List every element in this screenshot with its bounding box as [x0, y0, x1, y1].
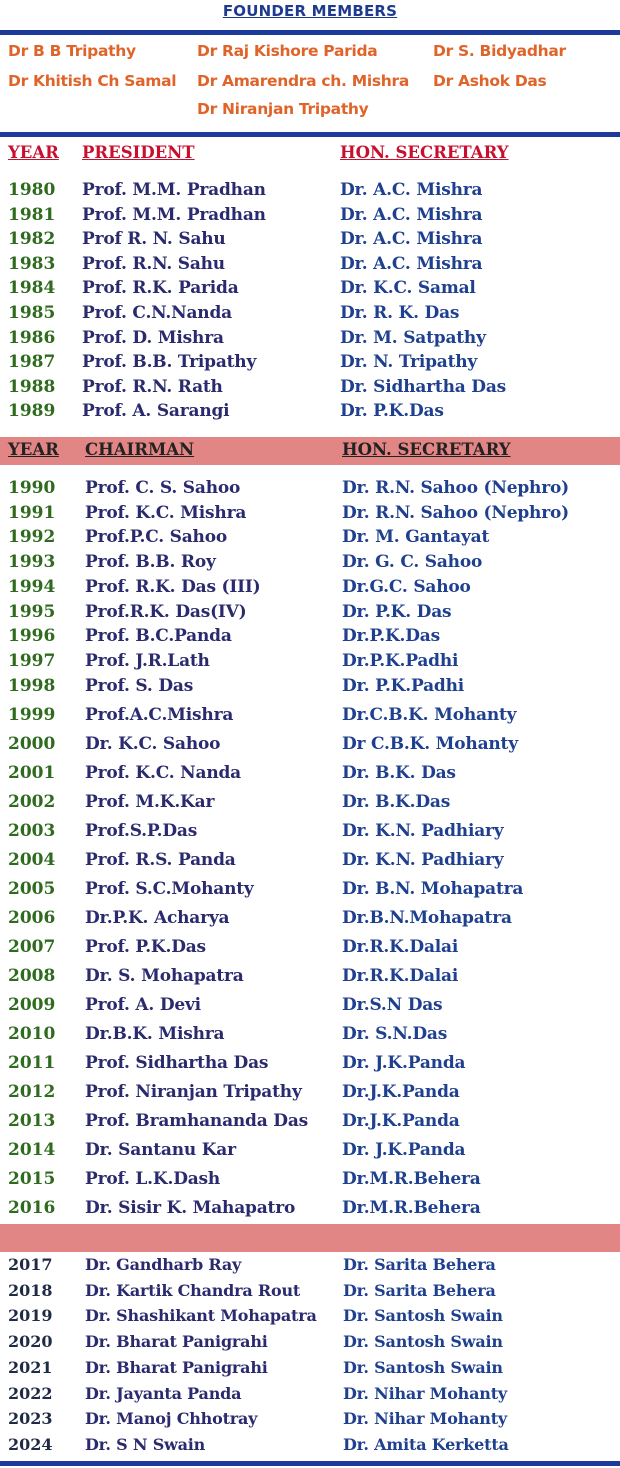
header-president: PRESIDENT — [82, 143, 195, 162]
year-cell: 1985 — [8, 303, 56, 323]
table-row — [0, 1306, 620, 1332]
name-cell: Prof. A. Sarangi — [82, 401, 230, 422]
header-chairman: CHAIRMAN — [85, 440, 195, 459]
secretary-cell: Dr. Sidhartha Das — [340, 376, 507, 397]
secretary-cell: Dr. G. C. Sahoo — [342, 552, 483, 573]
year-cell: 2008 — [8, 965, 56, 986]
secretary-cell: Dr. B.N. Mohapatra — [342, 878, 524, 899]
year-cell: 2014 — [8, 1139, 56, 1160]
year-cell: 2003 — [8, 820, 56, 841]
table-row — [0, 1169, 620, 1198]
year-cell: 2010 — [8, 1023, 56, 1044]
secretary-cell: Dr.M.R.Behera — [342, 1197, 481, 1218]
table-row — [0, 377, 620, 402]
table-row — [0, 1024, 620, 1053]
table-row — [0, 352, 620, 377]
year-cell: 1983 — [8, 253, 56, 274]
table-row — [0, 850, 620, 879]
secretary-cell: Dr. Sarita Behera — [343, 1255, 496, 1274]
secretary-cell: Dr. B.K.Das — [342, 791, 451, 812]
table-row — [0, 937, 620, 966]
top-divider — [0, 30, 620, 35]
secretary-cell: Dr. K.C. Samal — [340, 278, 476, 299]
name-cell: Dr. K.C. Sahoo — [85, 733, 221, 754]
name-cell: Prof. R.N. Sahu — [82, 253, 225, 274]
year-cell: 2004 — [8, 849, 56, 870]
name-cell: Prof. L.K.Dash — [85, 1168, 221, 1189]
table-row — [0, 254, 620, 279]
year-cell: 2012 — [8, 1081, 56, 1102]
year-cell: 1994 — [8, 576, 56, 597]
secretary-cell: Dr. Nihar Mohanty — [343, 1409, 507, 1429]
name-cell: Prof R. N. Sahu — [82, 229, 226, 250]
year-cell: 2011 — [8, 1052, 56, 1073]
founders-divider — [0, 132, 620, 137]
header-secretary: HON. SECRETARY — [342, 440, 511, 459]
year-cell: 2001 — [8, 762, 56, 783]
name-cell: Prof. R.K. Das (III) — [85, 576, 261, 597]
secretary-cell: Dr. J.K.Panda — [342, 1052, 466, 1073]
founder-name: Dr Amarendra ch. Mishra — [197, 72, 410, 90]
founder-name: Dr Niranjan Tripathy — [197, 100, 369, 118]
name-cell: Prof. B.B. Tripathy — [82, 352, 257, 373]
name-cell: Dr. Bharat Panigrahi — [85, 1332, 268, 1352]
secretary-cell: Dr.M.R.Behera — [342, 1168, 481, 1189]
name-cell: Prof. C.N.Nanda — [82, 303, 232, 323]
table-row — [0, 527, 620, 552]
year-cell: 2018 — [8, 1280, 53, 1300]
table-row — [0, 676, 620, 705]
secretary-cell: Dr. A.C. Mishra — [340, 229, 483, 250]
name-cell: Dr. Santanu Kar — [85, 1139, 236, 1160]
name-cell: Prof. R.N. Rath — [82, 376, 223, 397]
secretary-cell: Dr.J.K.Panda — [342, 1081, 460, 1102]
year-cell: 1982 — [8, 229, 56, 250]
name-cell: Prof. D. Mishra — [82, 327, 224, 348]
header-secretary: HON. SECRETARY — [340, 143, 509, 162]
founder-name: Dr B B Tripathy — [8, 42, 136, 60]
secretary-cell: Dr. P.K.Das — [340, 401, 444, 422]
name-cell: Prof.S.P.Das — [85, 820, 198, 841]
secretary-cell: Dr C.B.K. Mohanty — [342, 733, 518, 754]
secretary-cell: Dr. K.N. Padhiary — [342, 820, 504, 841]
name-cell: Prof.A.C.Mishra — [85, 704, 234, 725]
year-cell: 2024 — [8, 1434, 53, 1454]
secretary-cell: Dr. Sarita Behera — [343, 1280, 496, 1300]
year-cell: 2021 — [8, 1357, 53, 1377]
name-cell: Dr. Sisir K. Mahapatro — [85, 1197, 296, 1218]
secretary-cell: Dr. R.N. Sahoo (Nephro) — [342, 502, 569, 523]
year-cell: 1999 — [8, 704, 56, 725]
founder-name: Dr S. Bidyadhar — [433, 42, 566, 60]
table-row — [0, 1332, 620, 1358]
table-row — [0, 1281, 620, 1307]
year-cell: 1986 — [8, 327, 56, 348]
table-row — [0, 908, 620, 937]
table-row — [0, 552, 620, 577]
table-row — [0, 1082, 620, 1111]
table-row — [0, 1435, 620, 1461]
year-cell: 2000 — [8, 733, 56, 754]
name-cell: Prof. S. Das — [85, 675, 194, 696]
name-cell: Prof. B.C.Panda — [85, 626, 232, 647]
founder-members-title: FOUNDER MEMBERS — [222, 2, 398, 20]
table-row — [0, 1198, 620, 1227]
table-row — [0, 879, 620, 908]
secretary-cell: Dr. M. Gantayat — [342, 527, 490, 548]
year-cell: 1987 — [8, 352, 56, 373]
year-cell: 2016 — [8, 1197, 56, 1218]
table-row — [0, 577, 620, 602]
year-cell: 2002 — [8, 791, 56, 812]
secretary-cell: Dr. J.K.Panda — [342, 1139, 466, 1160]
table-row — [0, 626, 620, 651]
secretary-cell: Dr.G.C. Sahoo — [342, 576, 471, 597]
secretary-cell: Dr.B.N.Mohapatra — [342, 907, 512, 928]
year-cell: 2005 — [8, 878, 56, 899]
secretary-cell: Dr. P.K.Padhi — [342, 675, 465, 696]
year-cell: 1995 — [8, 601, 56, 622]
table-row — [0, 1053, 620, 1082]
table-row — [0, 503, 620, 528]
name-cell: Prof. B.B. Roy — [85, 552, 216, 573]
secretary-cell: Dr. Santosh Swain — [343, 1306, 503, 1326]
year-cell: 1998 — [8, 675, 56, 696]
year-cell: 1990 — [8, 478, 56, 498]
table-row — [0, 734, 620, 763]
table-row — [0, 763, 620, 792]
table-row — [0, 278, 620, 303]
name-cell: Prof. J.R.Lath — [85, 650, 210, 671]
secretary-cell: Dr. K.N. Padhiary — [342, 849, 504, 870]
year-cell: 2013 — [8, 1110, 56, 1131]
name-cell: Prof. R.K. Parida — [82, 278, 239, 299]
secretary-cell: Dr. Amita Kerketta — [343, 1434, 509, 1454]
founder-name: Dr Khitish Ch Samal — [8, 72, 177, 90]
secretary-cell: Dr.S.N Das — [342, 994, 443, 1015]
year-cell: 1989 — [8, 401, 56, 422]
secretary-cell: Dr.P.K.Das — [342, 626, 440, 647]
table-row — [0, 478, 620, 503]
secretary-cell: Dr.R.K.Dalai — [342, 965, 459, 986]
table-row — [0, 229, 620, 254]
year-cell: 2017 — [8, 1255, 53, 1274]
name-cell: Dr. Jayanta Panda — [85, 1383, 242, 1403]
year-cell: 1984 — [8, 278, 56, 299]
name-cell: Dr. Kartik Chandra Rout — [85, 1280, 301, 1300]
table-row — [0, 205, 620, 230]
year-cell: 2023 — [8, 1409, 53, 1429]
secretary-cell: Dr. R. K. Das — [340, 303, 460, 323]
bottom-divider — [0, 1461, 620, 1466]
year-cell: 1992 — [8, 527, 56, 548]
secretary-cell: Dr.C.B.K. Mohanty — [342, 704, 517, 725]
name-cell: Prof. R.S. Panda — [85, 849, 236, 870]
year-cell: 1997 — [8, 650, 56, 671]
table-row — [0, 1384, 620, 1410]
name-cell: Dr. Shashikant Mohapatra — [85, 1306, 317, 1326]
secretary-cell: Dr. A.C. Mishra — [340, 180, 483, 200]
name-cell: Dr. Gandharb Ray — [85, 1255, 242, 1274]
table-row — [0, 303, 620, 328]
table-row — [0, 1111, 620, 1140]
table-row — [0, 651, 620, 676]
year-cell: 1996 — [8, 626, 56, 647]
year-cell: 2022 — [8, 1383, 53, 1403]
name-cell: Prof. P.K.Das — [85, 936, 206, 957]
secretary-cell: Dr. M. Satpathy — [340, 327, 486, 348]
year-cell: 1981 — [8, 204, 56, 225]
year-cell: 1980 — [8, 180, 56, 200]
year-cell: 2007 — [8, 936, 56, 957]
table-row — [0, 1255, 620, 1281]
name-cell: Prof. A. Devi — [85, 994, 201, 1015]
name-cell: Prof. K.C. Nanda — [85, 762, 242, 783]
name-cell: Prof. Bramhananda Das — [85, 1110, 309, 1131]
table-row — [0, 602, 620, 627]
table-row — [0, 401, 620, 426]
secretary-cell: Dr.J.K.Panda — [342, 1110, 460, 1131]
name-cell: Dr. Manoj Chhotray — [85, 1409, 258, 1429]
name-cell: Prof. C. S. Sahoo — [85, 478, 241, 498]
name-cell: Prof.P.C. Sahoo — [85, 527, 227, 548]
year-cell: 2020 — [8, 1332, 53, 1352]
table-row — [0, 1409, 620, 1435]
secretary-cell: Dr.P.K.Padhi — [342, 650, 459, 671]
secretary-cell: Dr. Santosh Swain — [343, 1357, 503, 1377]
name-cell: Prof. M.M. Pradhan — [82, 204, 266, 225]
year-cell: 2019 — [8, 1306, 53, 1326]
table-row — [0, 328, 620, 353]
header-year: YEAR — [8, 440, 59, 459]
secretary-cell: Dr. A.C. Mishra — [340, 253, 483, 274]
name-cell: Dr.B.K. Mishra — [85, 1023, 225, 1044]
header-year: YEAR — [8, 143, 59, 162]
table-row — [0, 1358, 620, 1384]
secretary-cell: Dr. Nihar Mohanty — [343, 1383, 507, 1403]
year-cell: 2009 — [8, 994, 56, 1015]
name-cell: Prof. S.C.Mohanty — [85, 878, 254, 899]
name-cell: Dr.P.K. Acharya — [85, 907, 230, 928]
name-cell: Prof. Sidhartha Das — [85, 1052, 269, 1073]
name-cell: Dr. S N Swain — [85, 1434, 206, 1454]
name-cell: Prof. K.C. Mishra — [85, 502, 247, 523]
name-cell: Prof. M.K.Kar — [85, 791, 215, 812]
table-row — [0, 821, 620, 850]
name-cell: Prof.R.K. Das(IV) — [85, 601, 247, 622]
table-row — [0, 966, 620, 995]
year-cell: 1988 — [8, 376, 56, 397]
secretary-cell: Dr. B.K. Das — [342, 762, 456, 783]
table-row — [0, 995, 620, 1024]
year-cell: 1993 — [8, 552, 56, 573]
founder-name: Dr Raj Kishore Parida — [197, 42, 378, 60]
secretary-cell: Dr. N. Tripathy — [340, 352, 478, 373]
founder-name: Dr Ashok Das — [433, 72, 547, 90]
table-row — [0, 705, 620, 734]
secretary-cell: Dr. S.N.Das — [342, 1023, 448, 1044]
table-row — [0, 180, 620, 205]
secretary-cell: Dr. Santosh Swain — [343, 1332, 503, 1352]
secretary-cell: Dr. P.K. Das — [342, 601, 452, 622]
secretary-cell: Dr. A.C. Mishra — [340, 204, 483, 225]
name-cell: Dr. S. Mohapatra — [85, 965, 244, 986]
name-cell: Prof. M.M. Pradhan — [82, 180, 266, 200]
year-cell: 2015 — [8, 1168, 56, 1189]
secretary-cell: Dr.R.K.Dalai — [342, 936, 459, 957]
table-row — [0, 792, 620, 821]
name-cell: Dr. Bharat Panigrahi — [85, 1357, 268, 1377]
name-cell: Prof. Niranjan Tripathy — [85, 1081, 302, 1102]
table-row — [0, 1140, 620, 1169]
year-cell: 1991 — [8, 502, 56, 523]
section-band — [0, 1224, 620, 1252]
secretary-cell: Dr. R.N. Sahoo (Nephro) — [342, 478, 569, 498]
year-cell: 2006 — [8, 907, 56, 928]
